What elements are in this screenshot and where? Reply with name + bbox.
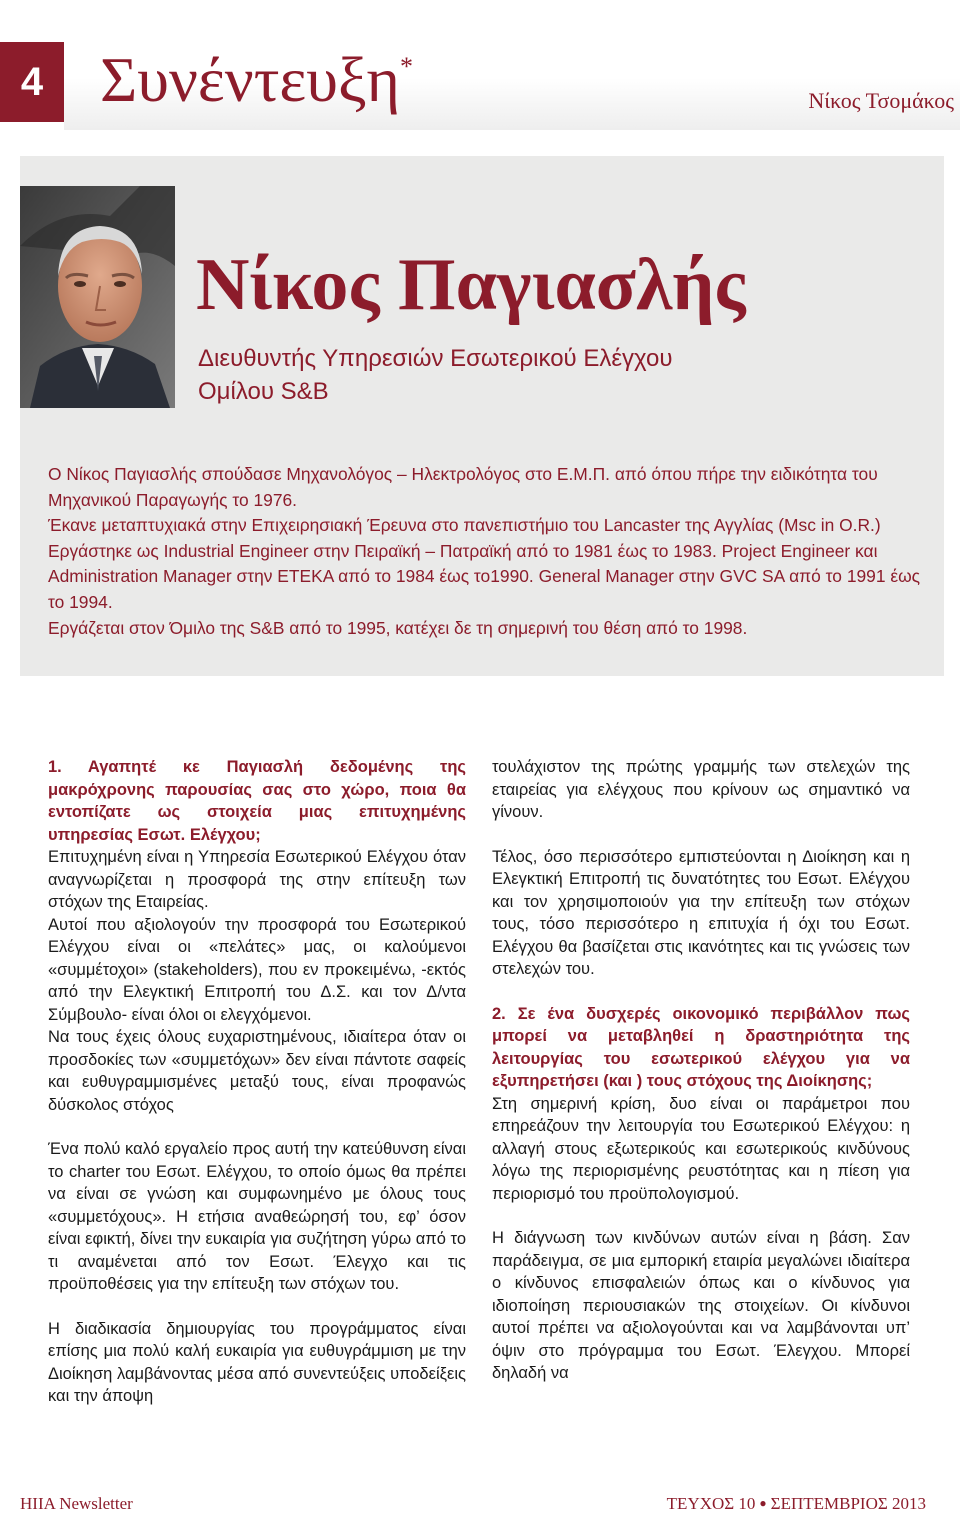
role-line-1: Διευθυντής Υπηρεσιών Εσωτερικού Ελέγχου <box>198 345 673 372</box>
question-2: 2. Σε ένα δυσχερές οικονομικό περιβάλλον πως μπορεί να μεταβληθεί η δραστηριότητα της λειτουργίας του εσωτερικού ελέγχου για να εξυπηρετήσει (και ) τους στόχους της Διοίκησης; <box>492 1004 910 1090</box>
interviewer-name: Νίκος Τσομάκος <box>808 88 954 113</box>
newsletter-name: HIIA Newsletter <box>20 1494 133 1513</box>
answer-paragraph: Τέλος, όσο περισσότερο εμπιστεύονται η Διοίκηση και η Ελεγκτική Επιτροπή τις δυνατότητες του Εσωτ. Ελέγχου και τον χρησιμοποιούν για την επίτευξη των στόχων τους, τόσο περισσότερο η επιτυχία ή όχι του Εσωτ. Ελέγχου θα βασίζεται στις ικανότητες και τις γνώσεις των στελεχών του. <box>492 847 910 978</box>
portrait-photo <box>20 186 175 408</box>
bio-text <box>48 462 928 641</box>
role-line-2: Ομίλου S&B <box>198 378 329 405</box>
page-number: 4 <box>0 42 64 122</box>
article-column-left <box>48 756 466 1408</box>
answer-paragraph: Αυτοί που αξιολογούν την προσφορά του Εσωτερικού Ελέγχου είναι οι «πελάτες» μας, οι καλούμενοι «συμμέτοχοι» (stakeholders), που εν προκειμένω, -εκτός από την Ελεγκτική Επιτροπή του Δ.Σ. και τον Δ/ντα Σύμβουλο- είναι όλοι οι ελεγχόμενοι. <box>48 915 466 1024</box>
issue-info <box>667 1494 926 1514</box>
page-footer <box>20 1494 926 1514</box>
issue-number: ΤΕΥΧΟΣ 10 <box>666 1494 756 1513</box>
answer-paragraph: Η διαδικασία δημιουργίας του προγράμματος είναι επίσης μια πολύ καλή ευκαιρία για ευθυγράμμιση με την Διοίκηση λαμβάνοντας μέσα από συνεντεύξεις υποδείξεις και την άποψη <box>48 1319 466 1405</box>
article-column-right <box>492 756 910 1385</box>
answer-paragraph: Να τους έχεις όλους ευχαριστημένους, ιδιαίτερα όταν οι προσδοκίες των «συμμετόχων» δεν είναι πάντοτε σαφείς και ευθυγραμμισμένες μεταξύ τους, είναι προφανώς δύσκολος στόχος <box>48 1028 466 1114</box>
answer-paragraph: Ένα πολύ καλό εργαλείο προς αυτή την κατεύθυνση είναι το charter του Εσωτ. Ελέγχου, το οποίο όμως θα πρέπει να είναι σε γνώση και συμφωνημένο με όλους τους «συμμετόχους». Η ετήσια αναθεώρησή του, εφ’ όσον είναι εφικτή, δίνει την ευκαιρία για συζήτηση γύρω από το τι αναμένεται από τον Εσωτ. Έλεγχο και τις προϋποθέσεις για την επίτευξη των στόχων του. <box>48 1140 466 1293</box>
question-1: 1. Αγαπητέ κε Παγιασλή δεδομένης της μακρόχρονης παρουσίας σας στο χώρο, ποια θα εντοπίζατε ως στοιχεία μιας επιτυχημένης υπηρεσίας Εσωτ. Ελέγχου; <box>48 758 466 844</box>
interviewee-name: Νίκος Παγιασλής <box>196 244 746 326</box>
bio-paragraph: Έκανε μεταπτυχιακά στην Επιχειρησιακή Έρευνα στο πανεπιστήμιο του Lancaster της Αγγλίας (Msc in O.R.) <box>48 515 881 536</box>
answer-paragraph: Στη σημερινή κρίση, δυο είναι οι παράμετροι που επηρεάζουν την λειτουργία του Εσωτερικού Ελέγχου: η αλλαγή στους εξωτερικούς και εσωτερικούς κινδύνους λόγω της περιορισμένης ρευστότητας και η πίεση για περιορισμό του προϋπολογισμού. <box>492 1094 910 1203</box>
answer-paragraph: Η διάγνωση των κινδύνων αυτών είναι η βάση. Σαν παράδειγμα, σε μια εμπορική εταιρία μεγαλώνει ιδιαίτερα ο κίνδυνος επισφαλειών όπως και ο κίνδυνος για ιδιοπoίηση περιουσιακών της στοιχείων. Οι κίνδυνοι αυτοί πρέπει να αξιολογούνται και να λαμβάνονται υπ’ όψιν στο πρόγραμμα του Εσωτ. Έλεγχου. Μπορεί δηλαδή να <box>492 1229 910 1382</box>
bio-paragraph: Ο Νίκος Παγιασλής σπούδασε Μηχανολόγος – Ηλεκτρολόγος στο Ε.Μ.Π. από όπου πήρε την ειδικότητα του Μηχανικού Παραγωγής το 1976. <box>48 464 878 510</box>
section-title-mark: * <box>399 52 413 81</box>
footer-separator: ● <box>759 1496 767 1510</box>
bio-paragraph: Εργάστηκε ως Industrial Engineer στην Πειραϊκή – Πατραϊκή από το 1981 έως το 1983. Project Engineer και Administration Manager στην ΕΤΕΚΑ από το 1984 έως το1990. General Manager στην GVC SA από το 1991 έως το 1994. <box>48 540 921 612</box>
answer-paragraph: τουλάχιστον της πρώτης γραμμής των στελεχών της εταιρείας για ελέγχους που κρίνουν ως σημαντικό να γίνουν. <box>492 758 910 821</box>
bio-paragraph: Εργάζεται στον Όμιλο της S&B από το 1995, κατέχει δε τη σημερινή του θέση από το 1998. <box>48 617 748 638</box>
section-title <box>100 44 413 115</box>
issue-date: ΣΕΠΤΕΜΒΡΙΟΣ 2013 <box>770 1494 926 1513</box>
interviewee-role <box>198 342 672 408</box>
section-title-text: Συνέντευξη <box>100 44 400 115</box>
portrait-image <box>20 186 175 408</box>
answer-paragraph: Επιτυχημένη είναι η Υπηρεσία Εσωτερικού Ελέγχου όταν αναγνωρίζεται η προσφορά της στην επίτευξη των στόχων της Εταιρείας. <box>48 848 466 911</box>
